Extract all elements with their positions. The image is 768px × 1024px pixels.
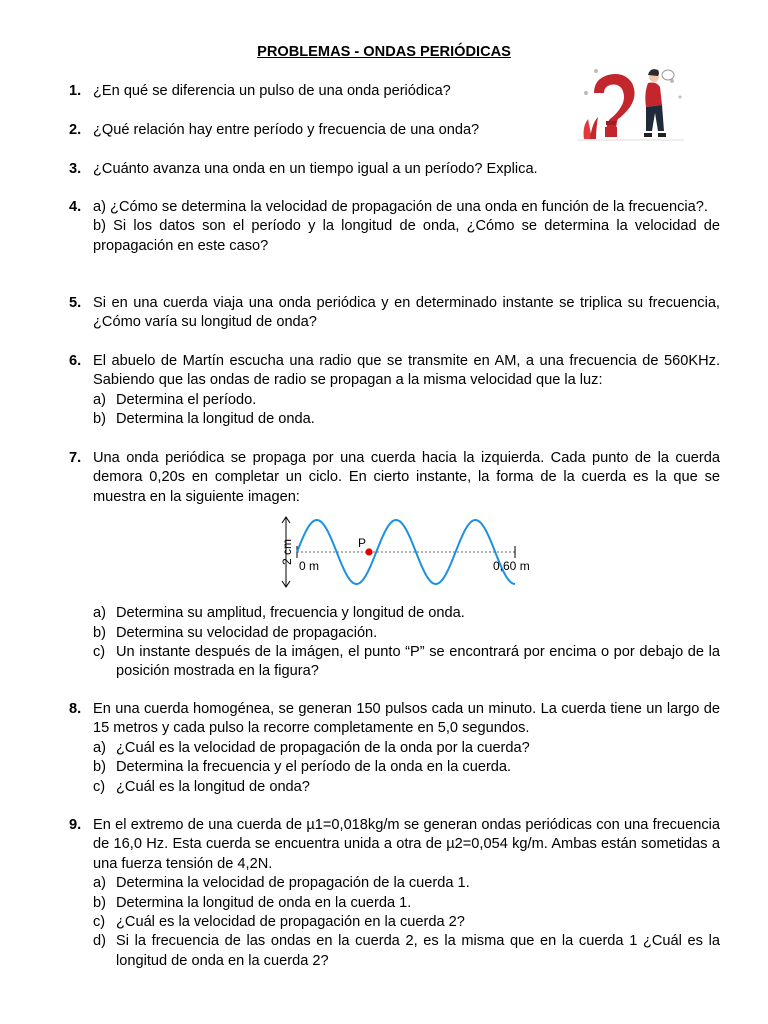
sub-item (93, 758, 720, 777)
problem-line: b) Si los datos son el período y la longitud de onda, ¿Cómo se determina la velocidad de propagación en este caso? (93, 218, 720, 254)
problem-number: 7. (69, 450, 82, 466)
problem-number: 5. (69, 295, 82, 311)
sub-item (93, 604, 720, 623)
problem-text (93, 816, 720, 874)
sub-letter: c) (93, 778, 106, 795)
sub-letter: b) (93, 759, 106, 776)
start-label: 0 m (299, 559, 320, 573)
sub-item (93, 874, 720, 893)
sub-text: Determina la longitud de onda en la cuerda 1. (116, 894, 412, 911)
sub-text: Un instante después de la imágen, el punto “P” se encontrará por encima o por debajo de la posición mostrada en la figura? (116, 644, 720, 680)
problem-number: 9. (69, 817, 82, 833)
end-label: 0,60 m (493, 559, 530, 573)
problem-line: ¿Qué relación hay entre período y frecuencia de una onda? (93, 122, 480, 138)
problem-6 (69, 352, 720, 430)
sub-text: ¿Cuál es la longitud de onda? (116, 778, 310, 795)
sub-item (93, 643, 720, 682)
sub-letter: a) (93, 605, 106, 622)
sub-text: Determina el período. (116, 391, 257, 408)
sub-letter: b) (93, 894, 106, 911)
point-label: P (358, 536, 367, 550)
problem-3 (69, 160, 720, 179)
point-p (365, 548, 372, 555)
sub-item (93, 410, 720, 429)
problem-number: 8. (69, 701, 82, 717)
problem-number: 3. (69, 161, 82, 177)
problem-4 (69, 198, 720, 256)
sub-letter: a) (93, 391, 106, 408)
sub-text: Determina la longitud de onda. (116, 411, 315, 428)
sub-item (93, 624, 720, 643)
page-title: PROBLEMAS - ONDAS PERIÓDICAS (257, 44, 511, 60)
problem-number: 4. (69, 199, 82, 215)
sub-item (93, 391, 720, 410)
vertical-label: 2 cm (280, 538, 294, 566)
problem-number: 2. (69, 122, 82, 138)
problem-5 (69, 294, 720, 333)
sub-item (93, 778, 720, 797)
sub-item (93, 932, 720, 971)
sub-text: Determina la frecuencia y el período de la onda en la cuerda. (116, 759, 512, 776)
sub-letter: c) (93, 644, 106, 661)
sub-letter: d) (93, 933, 106, 950)
sub-text: ¿Cuál es la velocidad de propagación de la onda por la cuerda? (116, 739, 530, 756)
question-mark-person-icon (578, 63, 684, 143)
problem-line: El abuelo de Martín escucha una radio que se transmite en AM, a una frecuencia de 560KHz. Sabiendo que las ondas de radio se propagan a la misma velocidad que la luz: (93, 353, 720, 389)
sub-text: Determina su velocidad de propagación. (116, 624, 378, 641)
problem-number: 1. (69, 83, 82, 99)
problem-line: En el extremo de una cuerda de µ1=0,018kg/m se generan ondas periódicas con una frecuencia de 16,0 Hz. Esta cuerda se encuentra unida a otra de µ2=0,054 kg/m. Ambas están sometidas a una fuerza tensión de 4,2N. (93, 817, 720, 872)
wave-figure (279, 514, 539, 590)
problem-line: En una cuerda homogénea, se generan 150 pulsos cada un minuto. La cuerda tiene un largo de 15 metros y cada pulso la recorre completamente en 5,0 segundos. (93, 701, 720, 737)
problem-8 (69, 700, 720, 797)
sub-item (93, 913, 720, 932)
sub-letter: b) (93, 624, 106, 641)
sub-letter: c) (93, 914, 106, 931)
problem-text (93, 700, 720, 739)
problem-line: a) ¿Cómo se determina la velocidad de propagación de una onda en función de la frecuencia?. (93, 199, 708, 215)
problem-text (93, 160, 720, 179)
problem-text (93, 294, 720, 333)
sub-text: Si la frecuencia de las ondas en la cuerda 2, es la misma que en la cuerda 1 ¿Cuál es la longitud de onda en la cuerda 2? (116, 933, 720, 969)
sub-item (93, 739, 720, 758)
problem-line: Si en una cuerda viaja una onda periódica y en determinado instante se triplica su frecuencia, ¿Cómo varía su longitud de onda? (93, 295, 720, 331)
problem-text (93, 198, 720, 256)
problem-line: ¿En qué se diferencia un pulso de una onda periódica? (93, 83, 451, 99)
problem-line: Una onda periódica se propaga por una cuerda hacia la izquierda. Cada punto de la cuerda demora 0,20s en completar un ciclo. En cierto instante, la forma de la cuerda es la que se muestra en la siguiente imagen: (93, 450, 720, 505)
problem-text (93, 352, 720, 391)
sub-letter: a) (93, 739, 106, 756)
sub-text: Determina su amplitud, frecuencia y longitud de onda. (116, 605, 465, 622)
sub-text: Determina la velocidad de propagación de la cuerda 1. (116, 875, 470, 892)
sub-item (93, 894, 720, 913)
problem-number: 6. (69, 353, 82, 369)
problem-line: ¿Cuánto avanza una onda en un tiempo igual a un período? Explica. (93, 161, 538, 177)
sub-letter: a) (93, 875, 106, 892)
sub-text: ¿Cuál es la velocidad de propagación en la cuerda 2? (116, 914, 465, 931)
problem-9 (69, 816, 720, 971)
sub-letter: b) (93, 411, 106, 428)
